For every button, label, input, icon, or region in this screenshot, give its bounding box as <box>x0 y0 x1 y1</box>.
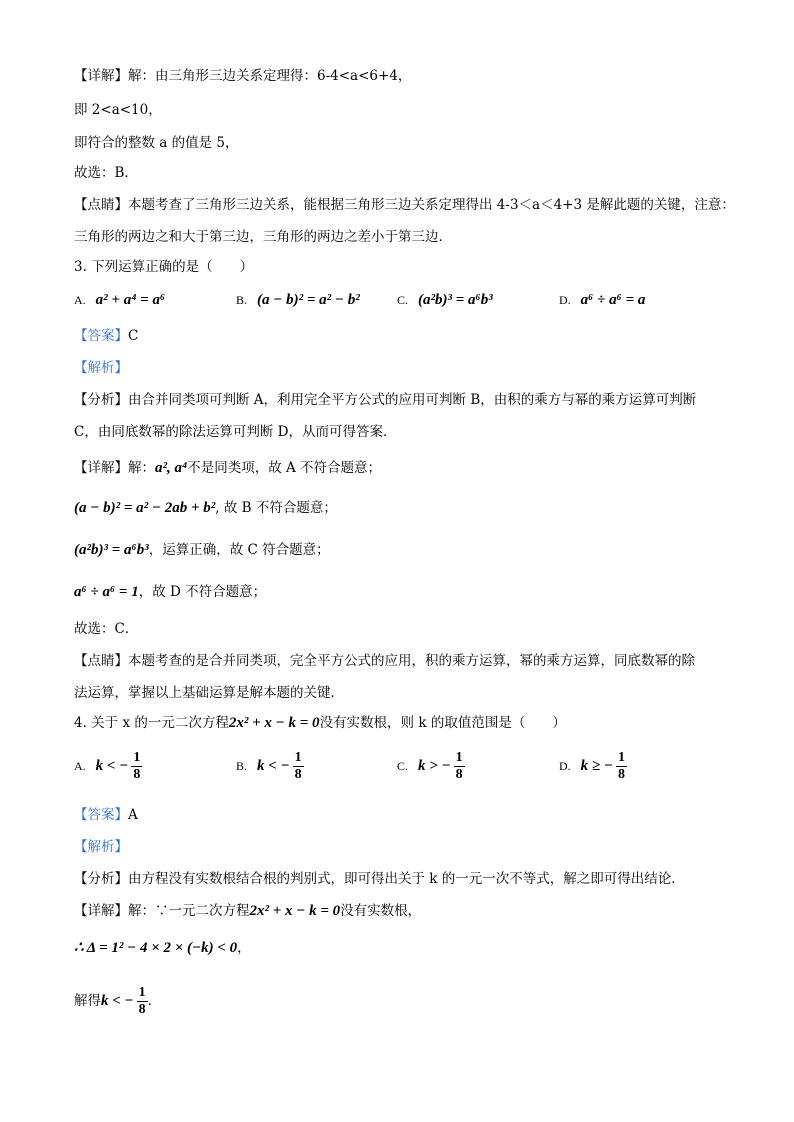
detail-3-line-c <box>74 540 330 560</box>
option-math: k ≥ − <box>580 758 613 774</box>
detail-text: 没有实数根， <box>340 903 422 919</box>
detail-line-2: 即 2<a<10， <box>74 102 162 118</box>
analysis-tag: 【分析】 <box>74 392 128 408</box>
analysis-4-tag: 【解析】 <box>74 839 128 855</box>
option-math: (a − b)² = a² − b² <box>257 292 360 308</box>
comment-3-line-1: 【点睛】本题考查的是合并同类项，完全平方公式的应用，积的乘方运算，幂的乘方运算，同底数幂的除 <box>74 653 695 669</box>
question-3-option-a <box>74 290 165 310</box>
question-3-stem: 3. 下列运算正确的是（ ） <box>74 259 254 275</box>
question-3-option-d <box>559 290 645 310</box>
option-math: k > − <box>418 758 451 774</box>
answer-tag: 【答案】 <box>74 328 128 344</box>
option-math: k < − <box>257 758 290 774</box>
detail-text: ，故 D 不符合题意； <box>138 584 267 600</box>
fraction-numerator: 1 <box>294 750 302 765</box>
fraction-numerator: 1 <box>455 750 463 765</box>
detail-math: ∴ Δ = 1² − 4 × 2 × (−k) < 0 <box>74 940 238 956</box>
question-3-option-b <box>236 290 360 310</box>
question-4-option-b <box>236 750 304 783</box>
answer-tag: 【答案】 <box>74 807 128 823</box>
fraction <box>137 985 148 1018</box>
detail-line-4: 故选：B． <box>74 165 138 181</box>
detail-3-line-a <box>74 458 381 478</box>
detail-text: 不是同类项，故 A 不符合题意； <box>187 460 382 476</box>
fraction-numerator: 1 <box>618 750 625 765</box>
option-label: C. <box>397 293 409 307</box>
question-4-option-a <box>74 750 142 783</box>
fraction <box>293 750 304 783</box>
option-math: a⁶ ÷ a⁶ = a <box>580 292 646 308</box>
fraction-denominator: 8 <box>294 767 302 782</box>
detail-3-line-d <box>74 582 266 602</box>
detail-math: a⁶ ÷ a⁶ = 1 <box>74 584 139 600</box>
detail-line-1: 【详解】解：由三角形三边关系定理得：6-4<a<6+4， <box>74 68 412 84</box>
option-math: a² + a⁴ = a⁶ <box>95 292 166 308</box>
fraction-denominator: 8 <box>133 767 141 782</box>
detail-text: ，运算正确，故 C 符合题意； <box>148 542 330 558</box>
analysis-3-line-1 <box>74 390 696 410</box>
answer-value: C <box>128 328 139 344</box>
option-label: C. <box>397 759 409 773</box>
detail-math: a², a⁴ <box>155 460 188 476</box>
question-text: 没有实数根，则 k 的取值范围是（ ） <box>319 715 566 731</box>
detail-4-line-c <box>74 985 161 1018</box>
analysis-3-tag: 【解析】 <box>74 360 128 376</box>
question-4-option-d <box>559 750 627 783</box>
analysis-3-line-2: C，由同底数幂的除法运算可判断 D，从而可得答案． <box>74 424 397 440</box>
fraction <box>131 750 142 783</box>
analysis-4-line: 【分析】由方程没有实数根结合根的判别式，即可得出关于 k 的一元一次不等式，解之即可得出结论． <box>74 871 685 887</box>
question-text: 4. 关于 x 的一元二次方程 <box>74 715 229 731</box>
detail-text: , 故 B 不符合题意； <box>215 500 337 516</box>
detail-3-conclusion: 故选：C． <box>74 621 139 637</box>
option-math: k < − <box>95 758 129 774</box>
question-3-option-c <box>397 290 493 310</box>
fraction-denominator: 8 <box>618 767 625 782</box>
answer-4 <box>74 805 138 825</box>
answer-value: A <box>128 807 138 823</box>
detail-3-line-b <box>74 498 337 518</box>
option-math: (a²b)³ = a⁶b³ <box>418 292 493 308</box>
detail-text: ， <box>237 940 251 956</box>
comment-3-line-2: 法运算，掌握以上基础运算是解本题的关键． <box>74 685 344 701</box>
option-label: A. <box>74 759 86 773</box>
detail-prefix: 【详解】解： <box>74 460 155 476</box>
detail-prefix: 解得 <box>74 993 101 1009</box>
option-label: D. <box>559 293 571 307</box>
question-4-stem <box>74 713 566 733</box>
detail-math: k < − <box>101 993 134 1009</box>
detail-math: (a²b)³ = a⁶b³ <box>74 542 149 558</box>
question-4-option-c <box>397 750 465 783</box>
option-label: B. <box>236 293 248 307</box>
detail-4-line-a <box>74 901 421 921</box>
question-math: 2x² + x − k = 0 <box>228 715 320 731</box>
fraction <box>454 750 465 783</box>
fraction-denominator: 8 <box>138 1002 146 1017</box>
answer-3 <box>74 326 138 346</box>
detail-4-line-b <box>74 938 251 958</box>
fraction <box>616 750 627 783</box>
comment-line-1: 【点睛】本题考查了三角形三边关系，能根据三角形三边关系定理得出 4-3＜a＜4+3 是解此题的关键，注意： <box>74 197 735 213</box>
comment-line-2: 三角形的两边之和大于第三边，三角形的两边之差小于第三边． <box>74 229 452 245</box>
fraction-numerator: 1 <box>138 985 146 1000</box>
option-label: D. <box>559 759 571 773</box>
option-label: B. <box>236 759 248 773</box>
detail-prefix: 【详解】解：∵一元二次方程 <box>74 903 250 919</box>
detail-math: 2x² + x − k = 0 <box>249 903 341 919</box>
fraction-numerator: 1 <box>133 750 141 765</box>
fraction-denominator: 8 <box>455 767 463 782</box>
option-label: A. <box>74 293 86 307</box>
analysis-text: 由合并同类项可判断 A，利用完全平方公式的应用可判断 B，由积的乘方与幂的乘方运算可判断 <box>128 392 697 408</box>
detail-text: ． <box>147 993 162 1009</box>
detail-line-3: 即符合的整数 a 的值是 5， <box>74 135 239 151</box>
detail-math: (a − b)² = a² − 2ab + b² <box>74 500 216 516</box>
